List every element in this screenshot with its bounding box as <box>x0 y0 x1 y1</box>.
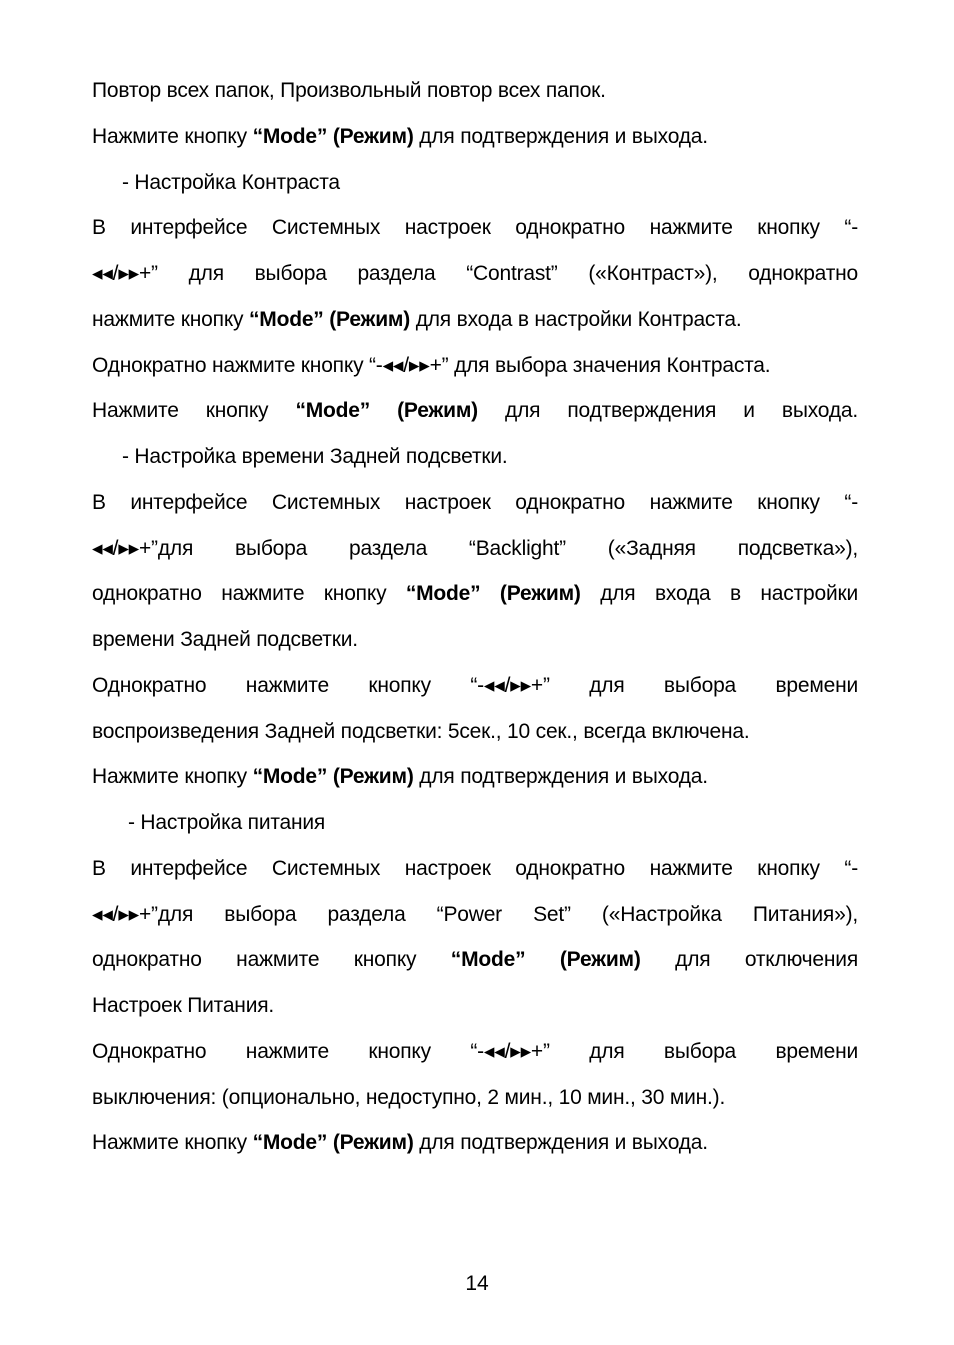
text-line: Нажмите кнопку “Mode” (Режим) для подтверждения и выхода. <box>92 399 858 423</box>
text-line: В интерфейсе Системных настроек однократно нажмите кнопку “- <box>92 216 858 240</box>
text-line: Однократно нажмите кнопку “-◂◂/▸▸+” для выбора времени <box>92 1039 858 1063</box>
text-line: Нажмите кнопку “Mode” (Режим) для подтверждения и выхода. <box>92 124 708 148</box>
page-number: 14 <box>465 1272 489 1295</box>
mode-button-label: “Mode” (Режим) <box>252 124 414 148</box>
text-line: выключения: (опционально, недоступно, 2 мин., 10 мин., 30 мин.). <box>92 1085 726 1109</box>
text-line: В интерфейсе Системных настроек однократно нажмите кнопку “- <box>92 490 858 514</box>
text-line: В интерфейсе Системных настроек однократно нажмите кнопку “- <box>92 856 858 880</box>
text-line: воспроизведения Задней подсветки: 5сек., 10 сек., всегда включена. <box>92 719 750 743</box>
text-line: ◂◂/▸▸+”для выбора раздела “Power Set” («Настройка Питания»), <box>92 902 858 926</box>
text-line: Нажмите кнопку “Mode” (Режим) для подтверждения и выхода. <box>92 1131 708 1155</box>
section-heading-power: - Настройка питания <box>128 811 326 834</box>
mode-button-label: “Mode” (Режим) <box>295 399 478 423</box>
text-line: Нажмите кнопку “Mode” (Режим) для подтверждения и выхода. <box>92 765 708 789</box>
mode-button-label: “Mode” (Режим) <box>405 582 581 606</box>
text-line: ◂◂/▸▸+”для выбора раздела “Backlight” («Задняя подсветка»), <box>92 536 858 560</box>
mode-button-label: “Mode” (Режим) <box>252 765 414 789</box>
mode-button-label: “Mode” (Режим) <box>450 948 641 972</box>
text-line: Однократно нажмите кнопку “-◂◂/▸▸+” для выбора значения Контраста. <box>92 353 771 377</box>
body-text <box>92 68 858 1166</box>
text-line: Однократно нажмите кнопку “-◂◂/▸▸+” для выбора времени <box>92 673 858 697</box>
text-line: однократно нажмите кнопку “Mode” (Режим) для отключения <box>92 948 858 972</box>
text-line: ◂◂/▸▸+” для выбора раздела “Contrast” («Контраст»), однократно <box>92 262 858 285</box>
text-line: Повтор всех папок, Произвольный повтор всех папок. <box>92 79 606 102</box>
section-heading-contrast: - Настройка Контраста <box>122 170 340 194</box>
mode-button-label: “Mode” (Режим) <box>252 1131 414 1155</box>
mode-button-label: “Mode” (Режим) <box>248 307 411 331</box>
text-line: времени Задней подсветки. <box>92 628 358 651</box>
section-heading-backlight: - Настройка времени Задней подсветки. <box>122 445 508 468</box>
text-line: нажмите кнопку “Mode” (Режим) для входа в настройки Контраста. <box>92 307 742 331</box>
text-line: однократно нажмите кнопку “Mode” (Режим) для входа в настройки <box>92 582 858 606</box>
text-line: Настроек Питания. <box>92 994 275 1017</box>
